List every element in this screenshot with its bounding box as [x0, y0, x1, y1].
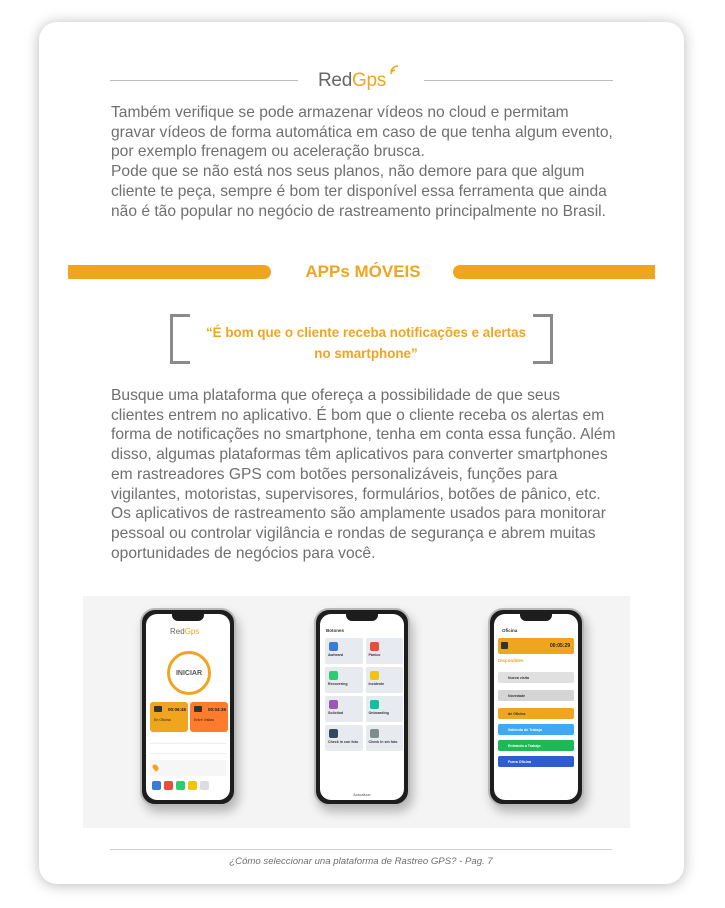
button-tile: [366, 667, 404, 693]
phone-screen: [146, 614, 230, 800]
status-option: [498, 756, 574, 767]
button-tile: [325, 667, 363, 693]
timer-office: 00:06:45: [168, 707, 187, 712]
address-box: [150, 760, 226, 776]
map-pin-icon: [151, 763, 159, 771]
available-label: Disponibles: [498, 658, 524, 663]
buttons-title: Botones: [326, 628, 344, 633]
signal-icon: [389, 64, 403, 76]
section-title: APPs MÓVEIS: [305, 262, 421, 281]
header-divider-left: [110, 80, 298, 81]
status-option: [498, 690, 574, 701]
phone-buttons-app: [314, 608, 410, 806]
office-status-card: [498, 638, 574, 654]
status-option: [498, 672, 574, 683]
status-option-label: Entrando a Trabajo: [508, 743, 541, 748]
start-button: [167, 651, 211, 695]
intro-text: [111, 103, 617, 221]
section-bar-left: [68, 265, 271, 279]
button-tile: [366, 725, 404, 751]
status-label-office: En Oficina: [154, 718, 171, 722]
status-label-visits: Entre Visitas: [194, 718, 215, 722]
status-card-visits: [190, 702, 228, 732]
pull-quote: “É bom que o cliente receba notificações e alertas no smartphone”: [205, 325, 526, 361]
timer-visits: 00:04:35: [208, 707, 227, 712]
quote-bracket-right: [533, 314, 553, 364]
button-tile-label: Onboarding: [368, 711, 389, 715]
button-tile-label: Solicitud: [328, 711, 344, 715]
button-tile: [325, 725, 363, 751]
intro-paragraph-2: Pode que se não está nos seus planos, não demore para que algum cliente te peça, sempre é bom ter disponível essa ferramenta que ainda não é tão popular no negócio de rastreamento principalmente no Brasil.: [111, 163, 607, 220]
status-option: [498, 740, 574, 751]
status-option-label: Nueva visita: [508, 675, 529, 680]
status-option-label: Novedade: [508, 693, 526, 698]
button-tile: [325, 696, 363, 722]
status-card-office: [150, 702, 188, 732]
phone-notch: [346, 613, 378, 621]
alert-icon: [164, 781, 173, 790]
camera-icon: [329, 729, 338, 738]
button-tile: [366, 638, 404, 664]
redgps-logo: [318, 64, 386, 92]
button-tile-icon: [370, 671, 379, 680]
footer-divider: [110, 849, 612, 850]
form-icon: [200, 781, 209, 790]
body-paragraph-2: Os aplicativos de rastreamento são amplamente usados para monitorar pessoal ou controlar vigilância e rondas de segurança e abrem muitas oportunidades de negócios para você.: [111, 505, 606, 562]
logo-text-gps: Gps: [351, 70, 386, 91]
section-bar-right: [453, 265, 655, 279]
status-option: [498, 708, 574, 719]
intro-paragraph-1: Também verifique se pode armazenar vídeos no cloud e permitam gravar vídeos de forma automática em caso de que tenha algum evento, por exemplo frenagem ou aceleração brusca.: [111, 104, 613, 161]
phone-notch: [520, 613, 552, 621]
button-tile-label: Incidente: [368, 682, 385, 686]
button-tile-icon: [329, 700, 338, 709]
phone-screen: [494, 614, 578, 800]
page-footer: ¿Cómo seleccionar una plataforma de Rastreo GPS? - Pag. 7: [229, 856, 493, 867]
action-icon: [152, 781, 161, 790]
briefcase-icon: [154, 706, 162, 712]
refresh-label: Actualizar: [353, 792, 371, 797]
button-tile-icon: [329, 642, 338, 651]
info-row: [150, 746, 226, 754]
body-paragraph-1: Busque uma plataforma que ofereça a possibilidade de que seus clientes entrem no aplicativo. É bom que o cliente receba os alertas em forma de notificações no smartphone, tenha em conta essa função. Além disso, algumas plataformas têm aplicativos para converter smartphones em rastreadores GPS com botões personalizáveis, funções para vigilantes, motoristas, supervisores, formulários, botões de pânico, etc.: [111, 387, 616, 503]
phone-screen: [320, 614, 404, 800]
app-logo: RedGps: [170, 627, 200, 636]
phone-office-app: [488, 608, 584, 806]
car-icon: [194, 706, 202, 712]
office-timer: 00:05:29: [549, 643, 570, 649]
status-option: [498, 724, 574, 735]
briefcase-icon: [501, 642, 508, 649]
phone-redgps-app: [140, 608, 236, 806]
body-text: [111, 386, 617, 563]
status-option-label: Fuera Oficina: [508, 759, 531, 764]
button-tile-icon: [329, 671, 338, 680]
quote-bracket-left: [170, 314, 190, 364]
button-tile: [366, 696, 404, 722]
button-tile-label: Pánico: [368, 653, 381, 657]
header-divider-right: [424, 80, 613, 81]
office-title: Oficina: [502, 628, 518, 633]
logo-text-red: Red: [318, 70, 352, 91]
button-tile-label: Check In sin foto: [368, 740, 398, 744]
button-tile-label: Awheard: [328, 653, 344, 657]
action-icon: [188, 781, 197, 790]
button-tile: [325, 638, 363, 664]
info-row: [150, 736, 226, 744]
action-icon: [176, 781, 185, 790]
button-tile-label: Recovering: [328, 682, 348, 686]
button-tile-label: Check In con foto: [328, 740, 359, 744]
check-icon: [370, 729, 379, 738]
buttons-grid: [325, 638, 403, 751]
quick-actions: [152, 781, 209, 790]
status-option-label: de Oficina: [508, 711, 526, 716]
status-option-label: Saliendo de Trabajo: [508, 727, 542, 732]
smartphones-image: [83, 596, 630, 828]
phone-notch: [172, 613, 204, 621]
button-tile-icon: [370, 700, 379, 709]
panic-icon: [370, 642, 379, 651]
start-button-label: INICIAR: [175, 669, 203, 677]
